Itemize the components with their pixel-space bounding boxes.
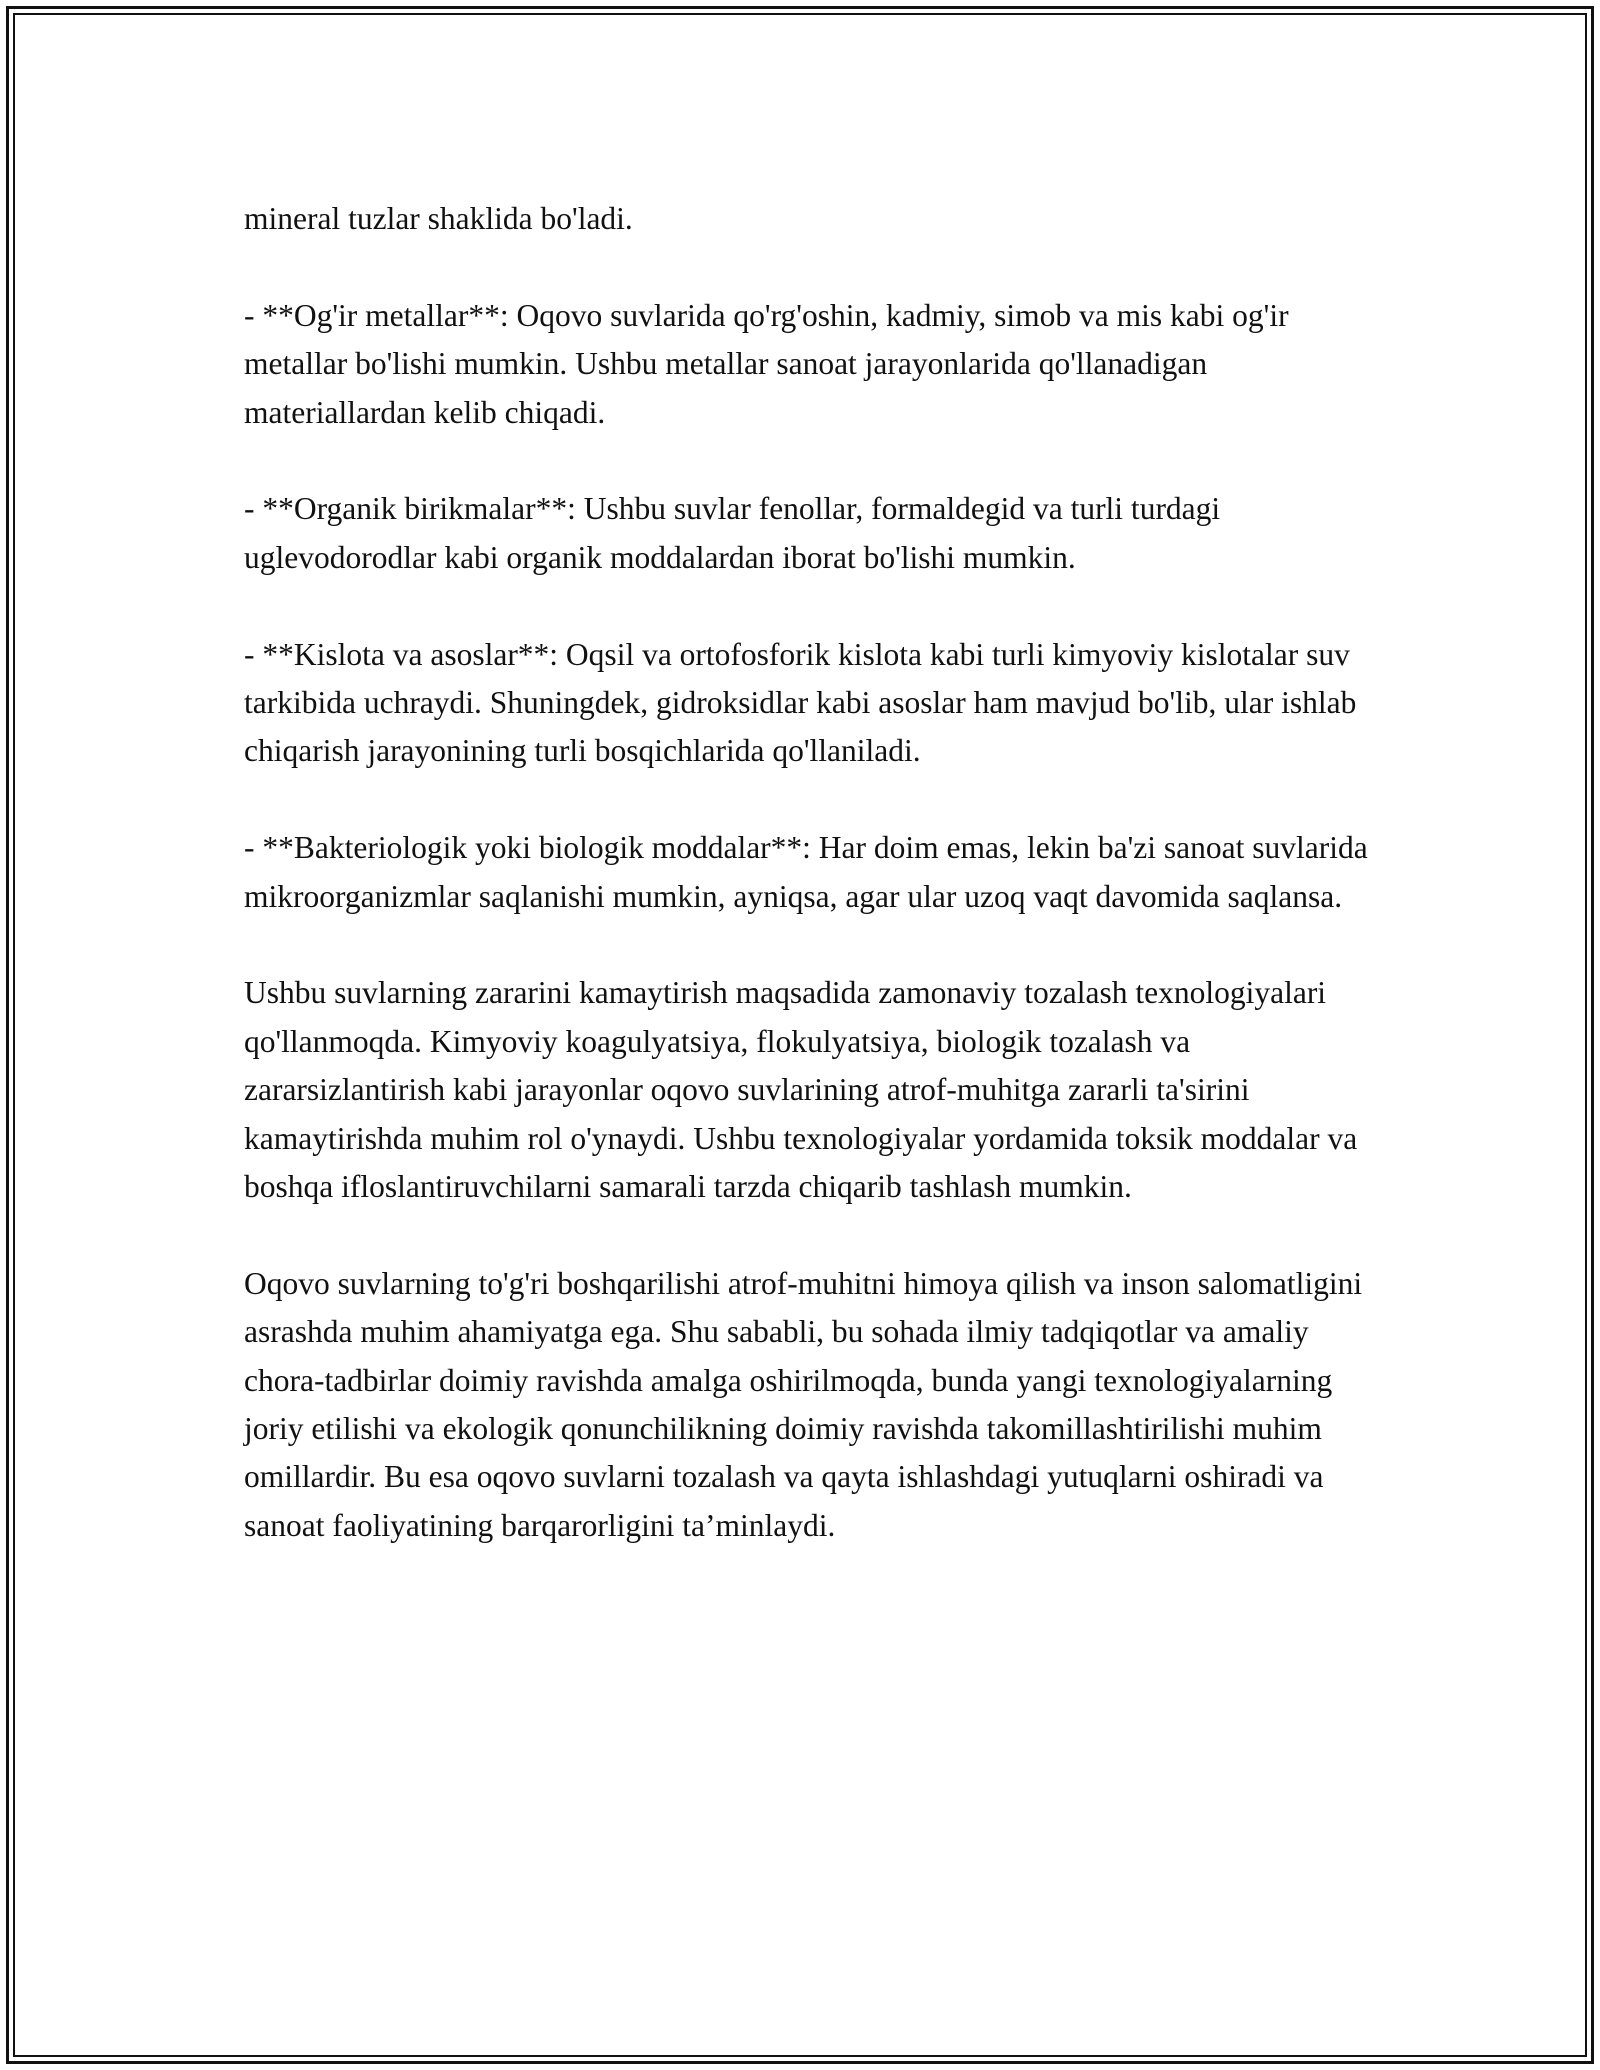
paragraph-mineral-salts: mineral tuzlar shaklida bo'ladi. — [244, 201, 633, 236]
paragraph-biological-substances: - **Bakteriologik yoki biologik moddalar**: Har doim emas, lekin ba'zi sanoat suvlarida mikroorganizmlar saqlanishi mumkin, ayniqsa, agar ular uzoq vaqt davomida saqlansa. — [244, 830, 1368, 914]
paragraph-wastewater-management: Oqovo suvlarning to'g'ri boshqarilishi atrof-muhitni himoya qilish va inson salomatligini asrashda muhim ahamiyatga ega. Shu sababli, bu sohada ilmiy tadqiqotlar va amaliy chora-tadbirlar doimiy ravishda amalga oshirilmoqda, bunda yangi texnologiyalarning joriy etilishi va ekologik qonunchilikning doimiy ravishda takomillashtirilishi muhim omillardir. Bu esa oqovo suvlarni tozalash va qayta ishlashdagi yutuqlarni oshiradi va sanoat faoliyatining barqarorligini ta’minlaydi. — [244, 1265, 1363, 1543]
paragraph-acids-bases: - **Kislota va asoslar**: Oqsil va ortofosforik kislota kabi turli kimyoviy kislotalar suv tarkibida uchraydi. Shuningdek, gidroksidlar kabi asoslar ham mavjud bo'lib, ular ishlab chiqarish jarayonining turli bosqichlarida qo'llaniladi. — [244, 636, 1357, 769]
document-body — [244, 195, 1394, 1599]
page-frame — [6, 6, 1594, 2064]
paragraph-heavy-metals: - **Og'ir metallar**: Oqovo suvlarida qo'rg'oshin, kadmiy, simob va mis kabi og'ir metallar bo'lishi mumkin. Ushbu metallar sanoat jarayonlarida qo'llanadigan materiallardan kelib chiqadi. — [244, 297, 1289, 430]
paragraph-treatment-technologies: Ushbu suvlarning zararini kamaytirish maqsadida zamonaviy tozalash texnologiyalari qo'llanmoqda. Kimyoviy koagulyatsiya, flokulyatsiya, biologik tozalash va zararsizlantirish kabi jarayonlar oqovo suvlarining atrof-muhitga zararli ta'sirini kamaytirishda muhim rol o'ynaydi. Ushbu texnologiyalar yordamida toksik moddalar va boshqa ifloslantiruvchilarni samarali tarzda chiqarib tashlash mumkin. — [244, 975, 1358, 1205]
paragraph-organic-compounds: - **Organik birikmalar**: Ushbu suvlar fenollar, formaldegid va turli turdagi uglevodorodlar kabi organik moddalardan iborat bo'lishi mumkin. — [244, 491, 1221, 575]
